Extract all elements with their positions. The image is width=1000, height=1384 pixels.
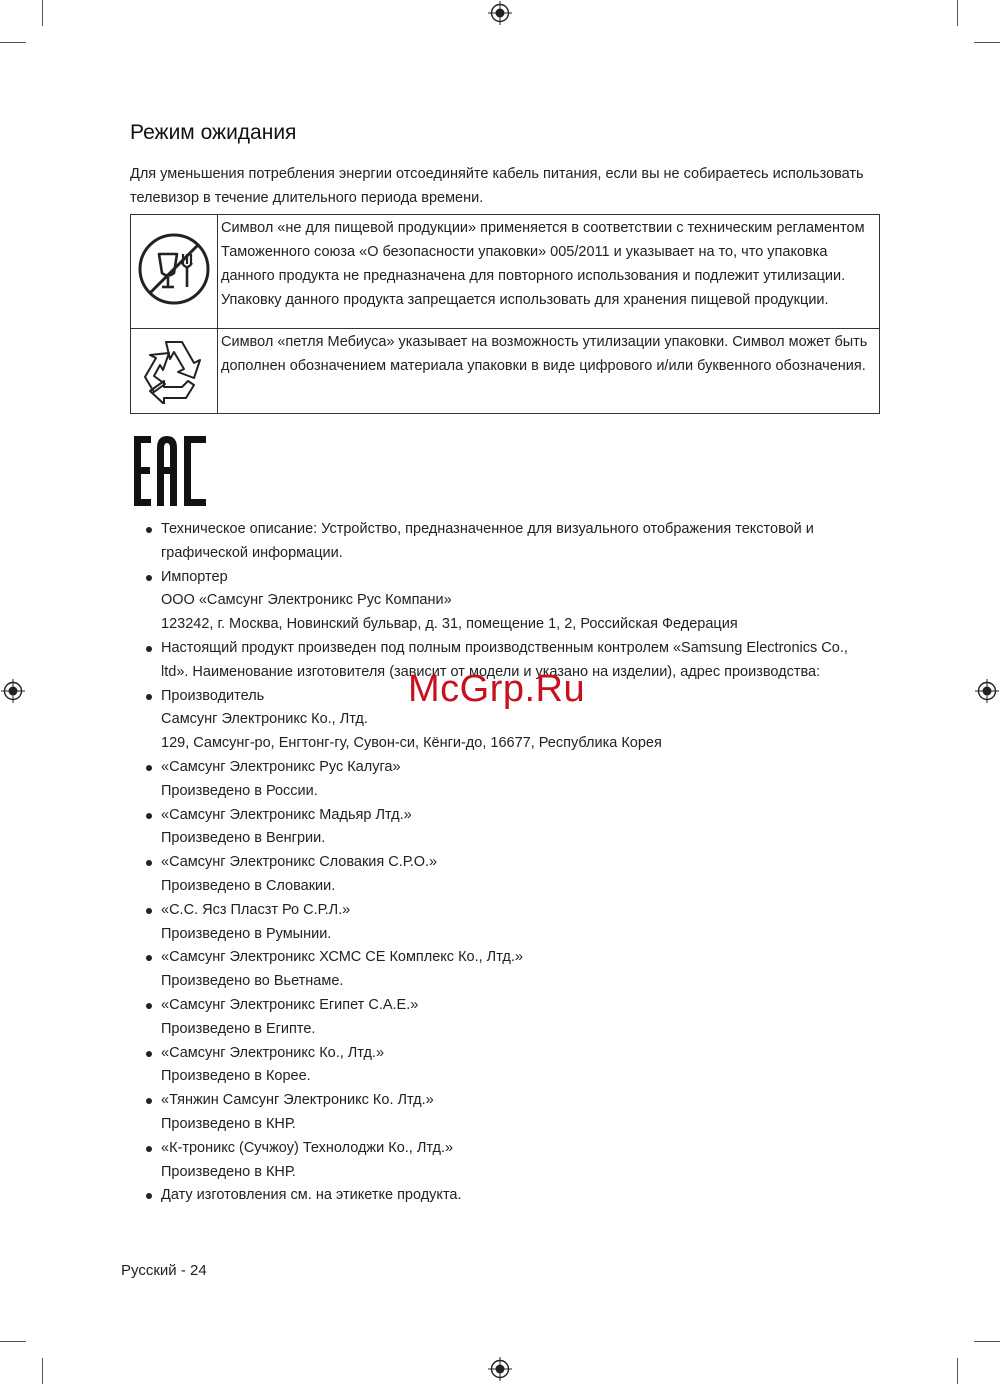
list-item-line: 129, Самсунг-ро, Енгтонг-гу, Сувон-си, Кёнги-до, 16677, Республика Корея	[161, 735, 662, 752]
list-item-line: 123242, г. Москва, Новинский бульвар, д. 31, помещение 1, 2, Российская Федерация	[161, 616, 738, 633]
list-item-line: «Самсунг Электроникс Рус Калуга»	[161, 758, 401, 775]
list-item	[146, 1042, 876, 1090]
list-item	[146, 1137, 876, 1185]
list-item	[146, 946, 876, 994]
registration-mark-icon	[488, 1, 512, 25]
page-footer: Русский - 24	[121, 1262, 207, 1279]
list-item-line: «Самсунг Электроникс ХСМС СЕ Комплекс Ко., Лтд.»	[161, 949, 523, 966]
list-item-line: «Самсунг Электроникс Мадьяр Лтд.»	[161, 806, 412, 823]
list-item	[146, 1184, 876, 1208]
crop-mark	[974, 42, 1000, 43]
list-item-line: Произведено в КНР.	[161, 1163, 296, 1180]
list-item-line: Произведено в Корее.	[161, 1068, 311, 1085]
list-item	[146, 899, 876, 947]
list-item	[146, 756, 876, 804]
list-item	[146, 1089, 876, 1137]
list-item-line: Техническое описание: Устройство, предназначенное для визуального отображения текстовой и графической информации.	[161, 521, 814, 561]
list-item-line: Производитель	[161, 687, 265, 704]
crop-mark	[0, 42, 26, 43]
eac-mark-icon	[134, 436, 206, 506]
registration-mark-icon	[1, 679, 25, 703]
list-item-line: Дату изготовления см. на этикетке продукта.	[161, 1187, 462, 1204]
list-item-line: Произведено в Венгрии.	[161, 830, 326, 847]
list-item	[146, 518, 876, 566]
registration-mark-icon	[488, 1357, 512, 1381]
list-item-line: «С.С. Ясз Пласзт Ро С.Р.Л.»	[161, 901, 351, 918]
list-item-line: Произведено в Словакии.	[161, 877, 336, 894]
symbol-description: Символ «петля Мебиуса» указывает на возможность утилизации упаковки. Символ может быть дополнен обозначением материала упаковки в виде цифрового и/или буквенного обозначения.	[218, 329, 880, 414]
list-item	[146, 994, 876, 1042]
not-for-food-icon	[137, 232, 211, 306]
table-row	[131, 215, 880, 329]
list-item-line: Импортер	[161, 568, 228, 585]
list-item	[146, 804, 876, 852]
icon-cell	[131, 215, 218, 329]
list-item-line: Произведено в России.	[161, 782, 318, 799]
icon-cell	[131, 329, 218, 414]
table-row	[131, 329, 880, 414]
list-item-line: «Самсунг Электроникс Ко., Лтд.»	[161, 1044, 385, 1061]
list-item-line: «Самсунг Электроникс Словакия С.Р.О.»	[161, 854, 438, 871]
watermark: McGrp.Ru	[408, 668, 586, 710]
list-item-line: Произведено в Румынии.	[161, 925, 332, 942]
list-item-line: Настоящий продукт произведен под полным производственным контролем «Samsung Electronics Co., ltd». Наименование изготовителя (зависит от модели и указано на изделии), адрес производства:	[161, 639, 848, 680]
list-item-line: «Тянжин Самсунг Электроникс Ко. Лтд.»	[161, 1092, 434, 1109]
symbol-description: Символ «не для пищевой продукции» применяется в соответствии с техническим регламентом Таможенного союза «О безопасности упаковки» 005/2011 и указывает на то, что упаковка данного продукта не предназначена для повторного использования и подлежит утилизации. Упаковку данного продукта запрещается использовать для хранения пищевой продукции.	[218, 215, 880, 329]
mobius-loop-icon	[136, 334, 212, 404]
info-list	[146, 518, 876, 1208]
intro-paragraph: Для уменьшения потребления энергии отсоединяйте кабель питания, если вы не собираетесь использовать телевизор в течение длительного периода времени.	[130, 166, 864, 206]
list-item	[146, 566, 876, 637]
list-item-line: «К-троникс (Сучжоу) Технолоджи Ко., Лтд.»	[161, 1139, 454, 1156]
list-item-line: Произведено в КНР.	[161, 1115, 296, 1132]
list-item	[146, 851, 876, 899]
list-item-line: Произведено в Египте.	[161, 1020, 316, 1037]
list-item-line: Самсунг Электроникс Ко., Лтд.	[161, 711, 368, 728]
crop-mark	[957, 0, 958, 26]
crop-mark	[42, 1358, 43, 1384]
crop-mark	[0, 1341, 26, 1342]
crop-mark	[42, 0, 43, 26]
list-item-line: Произведено во Вьетнаме.	[161, 973, 344, 990]
registration-mark-icon	[975, 679, 999, 703]
crop-mark	[974, 1341, 1000, 1342]
list-item-line: «Самсунг Электроникс Египет С.А.Е.»	[161, 996, 419, 1013]
page-title: Режим ожидания	[130, 121, 297, 144]
crop-mark	[957, 1358, 958, 1384]
list-item-line: ООО «Самсунг Электроникс Рус Компани»	[161, 592, 452, 609]
symbols-table	[130, 214, 880, 414]
